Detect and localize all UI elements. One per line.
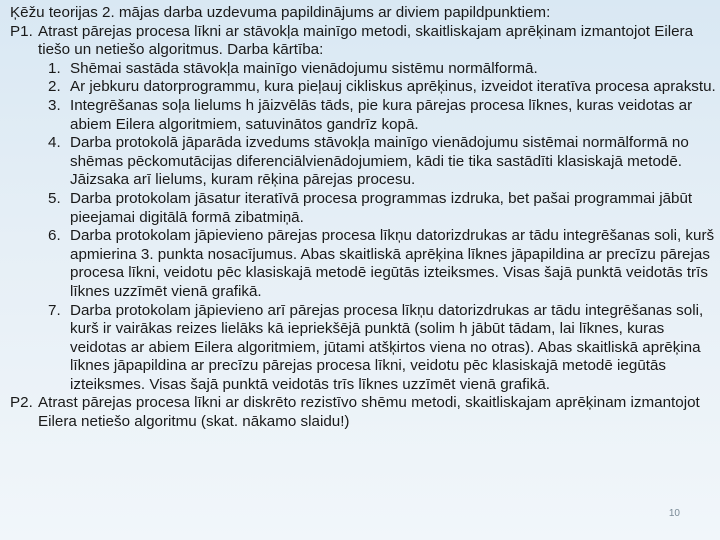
point-text: Atrast pārejas procesa līkni ar diskrēto rezistīvo shēmu metodi, skaitliskajam aprēķinam izmantojot Eilera netiešo algoritmu (skat. nākamo slaidu!) — [38, 394, 700, 431]
step-text: Darba protokolā jāparāda izvedums stāvokļa mainīgo vienādojumu sistēmai normālformā no shēmas pēckomutācijas diferenciālvienādojumiem, kādi tie tika sastādīti klasiskajā metodē. Jāizsaka arī lielums, kuram rēķina pārejas procesu. — [70, 134, 689, 189]
step-item — [10, 134, 716, 190]
point-text: Atrast pārejas procesa līkni ar stāvokļa mainīgo metodi, skaitliskajam aprēķinam izmantojot Eilera tiešo un netiešo algoritmus. Darba kārtība: — [38, 22, 694, 59]
page-number: 10 — [668, 508, 680, 519]
point-label: P2. — [10, 394, 33, 412]
point-label: P1. — [10, 22, 33, 40]
slide-title: Ķēžu teorijas 2. mājas darba uzdevuma papildinājums ar diviem papildpunktiem: — [10, 4, 551, 21]
step-number: 1. — [48, 59, 61, 77]
step-number: 6. — [48, 227, 61, 245]
step-text: Integrēšanas soļa lielums h jāizvēlās tāds, pie kura pārejas procesa līknes, kuras veidotas ar abiem Eilera algoritmiem, satuvinātos gandrīz kopā. — [70, 96, 693, 133]
step-text: Ar jebkuru datorprogrammu, kura pieļauj cikliskus aprēķinus, izveidot iteratīva procesa aprakstu. — [70, 78, 716, 96]
step-item — [10, 97, 716, 134]
step-item — [10, 60, 716, 79]
point-p2 — [10, 394, 716, 431]
step-text: Shēmai sastāda stāvokļa mainīgo vienādojumu sistēmu normālformā. — [70, 59, 538, 77]
point-p1 — [10, 23, 716, 60]
step-text: Darba protokolam jāpievieno pārejas procesa līkņu datorizdrukas ar tādu integrēšanas soli, kurš apmierina 3. punkta nosacījumus. Abas skaitliskā aprēķina līknes jāpapildina ar precīzu pārejas procesa līkni, veidotu pēc klasiskajā metodē iegūtās izteiksmes. Visas šajā punktā veidotās trīs līknes uzzīmēt vienā grafikā. — [70, 227, 715, 300]
step-number: 7. — [48, 301, 61, 319]
step-number: 4. — [48, 134, 61, 152]
step-text: Darba protokolam jāpievieno arī pārejas procesa līkņu datorizdrukas ar tādu integrēšanas soli, kurš ir vairākas reizes lielāks kā iepriekšējā punktā (solim h jābūt tādam, lai līknes, kuras veidotas ar abiem Eilera algoritmiem, jūtami atšķirtos viena no otras). Abas skaitliskā aprēķina līknes jāpapildina ar precīzu pārejas procesa līkni, veidotu pēc klasiskajā metodē iegūtās izteiksmes. Visas šajā punktā veidotās trīs līknes uzzīmēt vienā grafikā. — [70, 301, 704, 393]
step-item — [10, 302, 716, 395]
step-item — [10, 78, 716, 97]
step-number: 2. — [48, 78, 61, 96]
step-number: 3. — [48, 96, 61, 114]
step-number: 5. — [48, 189, 61, 207]
step-item — [10, 190, 716, 227]
step-item — [10, 227, 716, 301]
slide-text — [10, 4, 716, 432]
step-text: Darba protokolam jāsatur iteratīvā procesa programmas izdruka, bet pašai programmai jābūt pieejamai digitālā formā zibatmiņā. — [70, 189, 693, 226]
